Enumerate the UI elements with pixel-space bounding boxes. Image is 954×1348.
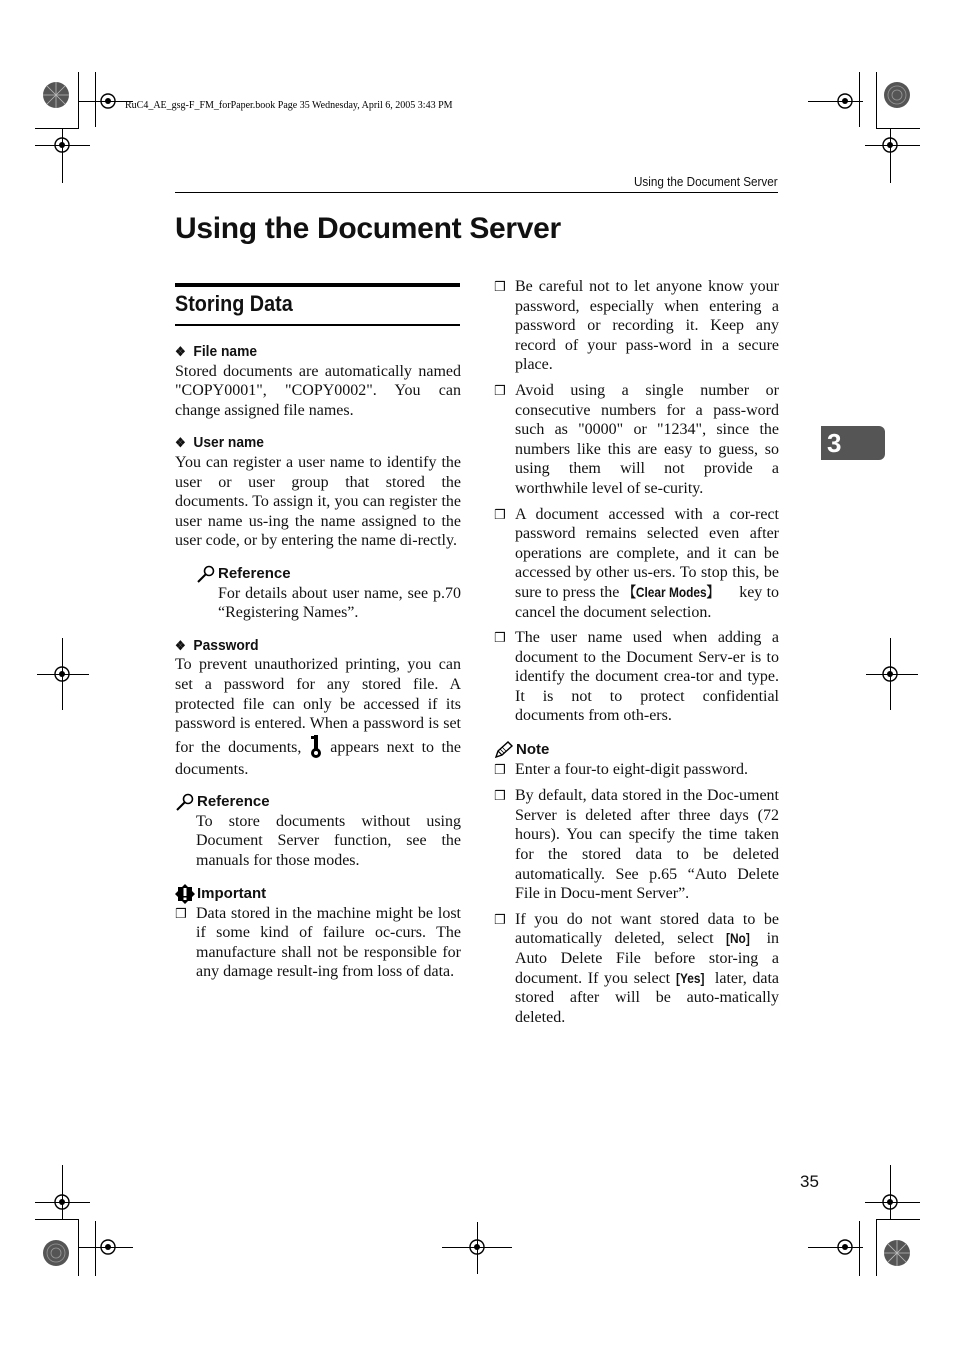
registration-mark (46, 1186, 78, 1218)
diamond-icon: ❖ (175, 344, 186, 359)
left-column (175, 342, 461, 988)
password-text: To prevent unauthorized printing, you can set a password for any stored file. A protected file can only be accessed if its password is entered. When a password is set for the documents, appears next to the documents. (175, 656, 461, 778)
checkbox-icon: ❒ (494, 280, 506, 295)
checkbox-icon: ❒ (494, 912, 506, 928)
file-name-text: Stored documents are automatically named "COPY0001", "COPY0002". You can change assigned file names. (175, 362, 461, 419)
list-item: ❒ Avoid using a single number or consecutive numbers for a pass-word such as "0000" or "1234", since the numbers like this are easy to guess, so using them will not provide a worthwhile level of se-curity. (494, 381, 779, 497)
list-item: ❒ Be careful not to let anyone know your password, especially when entering a password or recording it. Keep any record of your pass-word in a secure place. (494, 278, 779, 374)
note-heading: Note (494, 740, 779, 760)
file-name-heading: ❖ File name (175, 343, 258, 360)
color-target-mark (34, 1231, 78, 1275)
list-item: ❒ The user name used when adding a document to the Document Serv-er is to identify the document crea-tor and type. It is not to protect confidential documents from oth-ers. (494, 629, 779, 725)
no-key: [No] (726, 930, 750, 947)
checkbox-icon: ❒ (494, 507, 506, 523)
registration-mark (92, 85, 124, 117)
password-block (175, 636, 461, 780)
reference-heading: Reference (175, 792, 461, 812)
note-block (494, 740, 779, 1027)
reference-heading: Reference (196, 564, 461, 584)
magnifier-icon (196, 565, 216, 583)
color-target-mark (875, 73, 919, 117)
registration-mark (46, 129, 78, 161)
color-target-mark (875, 1231, 919, 1275)
checkbox-icon: ❒ (494, 762, 506, 778)
registration-mark (46, 658, 78, 690)
note-item: ❒ By default, data stored in the Doc-ument Server is deleted after three days (72 hours). You can specify the time taken for the stored data to be deleted automatically. See p.65 “Auto Delete File in Docu-ment Server”. (494, 787, 779, 903)
important-icon (175, 884, 195, 904)
user-name-text: You can register a user name to identify the user or user group that stored the documents. To assign it, you can register the user name us-ing the name assigned to the user code, or by entering the name di-rectly. (175, 453, 461, 550)
reference-text: For details about user name, see p.70 “Registering Names”. (218, 584, 461, 622)
running-head: Using the Document Server (634, 174, 778, 189)
registration-mark (874, 1186, 906, 1218)
note-item: ❒ If you do not want stored data to be automatically deleted, select [No] in Auto Delete File before stor-ing a document. If you select [Yes] later, data stored after will be auto-matically deleted. (494, 910, 780, 1026)
registration-mark (874, 129, 906, 161)
registration-mark (874, 658, 906, 690)
header-rule (175, 192, 778, 193)
book-info: RuC4_AE_gsg-F_FM_forPaper.book Page 35 Wednesday, April 6, 2005 3:43 PM (125, 100, 453, 111)
important-item: ❒ Data stored in the machine might be lost if some kind of failure oc-curs. The manufacture shall not be responsible for any damage result-ing from loss of data. (175, 904, 461, 981)
checkbox-icon: ❒ (494, 789, 506, 805)
user-name-heading: ❖ User name (175, 434, 264, 452)
magnifier-icon (175, 793, 195, 811)
important-block (175, 884, 461, 982)
user-name-block (175, 433, 461, 551)
chapter-tab: 3 (821, 426, 885, 460)
registration-mark (461, 1231, 493, 1263)
list-item: ❒ A document accessed with a cor-rect password remains selected even after operations are complete, and it can be accessed by other us-ers. To stop this, be sure to press the 【Clear Modes】 key to cancel the document selection. (494, 505, 780, 621)
registration-mark (92, 1231, 124, 1263)
checkbox-icon: ❒ (494, 631, 506, 647)
registration-mark (829, 1231, 861, 1263)
important-heading: Important (175, 884, 461, 904)
note-item: ❒ Enter a four-to eight-digit password. (494, 760, 779, 781)
key-icon (309, 734, 323, 760)
section-title: Storing Data (175, 291, 293, 316)
registration-mark (829, 85, 861, 117)
reference-text: To store documents without using Document Server function, see the manuals for those modes. (196, 812, 461, 870)
user-name-reference (196, 564, 461, 623)
file-name-block (175, 342, 461, 420)
checkbox-icon: ❒ (175, 906, 187, 922)
document-server-reference (175, 792, 461, 870)
right-column (494, 277, 779, 1033)
section-rule-bottom (175, 324, 460, 326)
section-rule-top (175, 283, 460, 287)
yes-key: [Yes] (675, 969, 705, 986)
diamond-icon: ❖ (175, 637, 186, 653)
page-title: Using the Document Server (175, 212, 561, 245)
clear-modes-key: 【Clear Modes】 (623, 583, 719, 600)
diamond-icon: ❖ (175, 435, 186, 451)
password-heading: ❖ Password (175, 636, 259, 654)
color-target-mark (34, 73, 78, 117)
pencil-icon (494, 741, 514, 759)
page-number: 35 (800, 1172, 819, 1191)
checkbox-icon: ❒ (494, 383, 506, 399)
